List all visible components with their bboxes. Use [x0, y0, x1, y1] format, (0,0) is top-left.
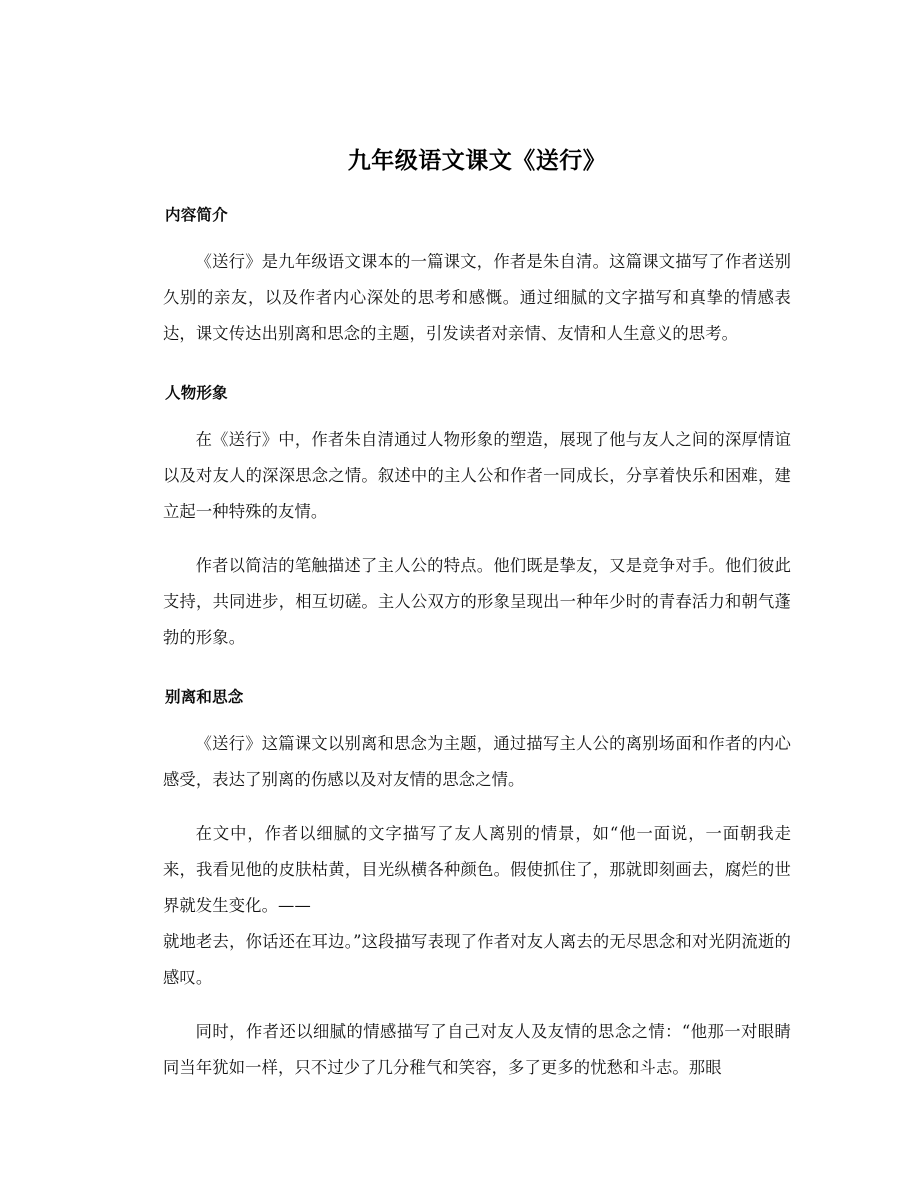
section-heading-content-summary: 内容简介 [165, 206, 228, 224]
document-content [163, 0, 791, 1086]
paragraph-character-image-2: 作者以简洁的笔触描述了主人公的特点。他们既是挚友，又是竞争对手。他们彼此支持，共同进步，相互切磋。主人公双方的形象呈现出一种年少时的青春活力和朝气蓬勃的形象。 [163, 556, 791, 647]
paragraph-character-image-1: 在《送行》中，作者朱自清通过人物形象的塑造，展现了他与友人之间的深厚情谊以及对友人的深深思念之情。叙述中的主人公和作者一同成长，分享着快乐和困难，建立起一种特殊的友情。 [163, 430, 791, 521]
quote-lead-text: 在文中，作者以细腻的文字描写了友人离别的情景，如“他一面说，一面朝我走来，我看见他的皮肤枯黄，目光纵横各种颜色。假使抓住了，那就即刻画去，腐烂的世界就发生变化。—— [163, 824, 791, 915]
paragraph-parting-and-longing-1: 《送行》这篇课文以别离和思念为主题，通过描写主人公的离别场面和作者的内心感受，表达了别离的伤感以及对友情的思念之情。 [163, 734, 791, 789]
paragraph-final: 同时，作者还以细腻的情感描写了自己对友人及友情的思念之情：“他那一对眼睛同当年犹如一样，只不过少了几分稚气和笑容，多了更多的忧愁和斗志。那眼 [163, 1022, 791, 1077]
quote-continuation-text: 就地老去，你话还在耳边。”这段描写表现了作者对友人离去的无尽思念和对光阴流逝的感叹。 [163, 932, 791, 987]
section-heading-character-image: 人物形象 [165, 384, 228, 402]
paragraph-content-summary-1: 《送行》是九年级语文课本的一篇课文，作者是朱自清。这篇课文描写了作者送别久别的亲友，以及作者内心深处的思考和感慨。通过细腻的文字描写和真挚的情感表达，课文传达出别离和思念的主题，引发读者对亲情、友情和人生意义的思考。 [163, 252, 791, 343]
section-heading-parting-and-longing: 别离和思念 [165, 688, 244, 706]
paragraph-quote [163, 816, 791, 996]
page-title: 九年级语文课文《送行》 [347, 148, 607, 174]
